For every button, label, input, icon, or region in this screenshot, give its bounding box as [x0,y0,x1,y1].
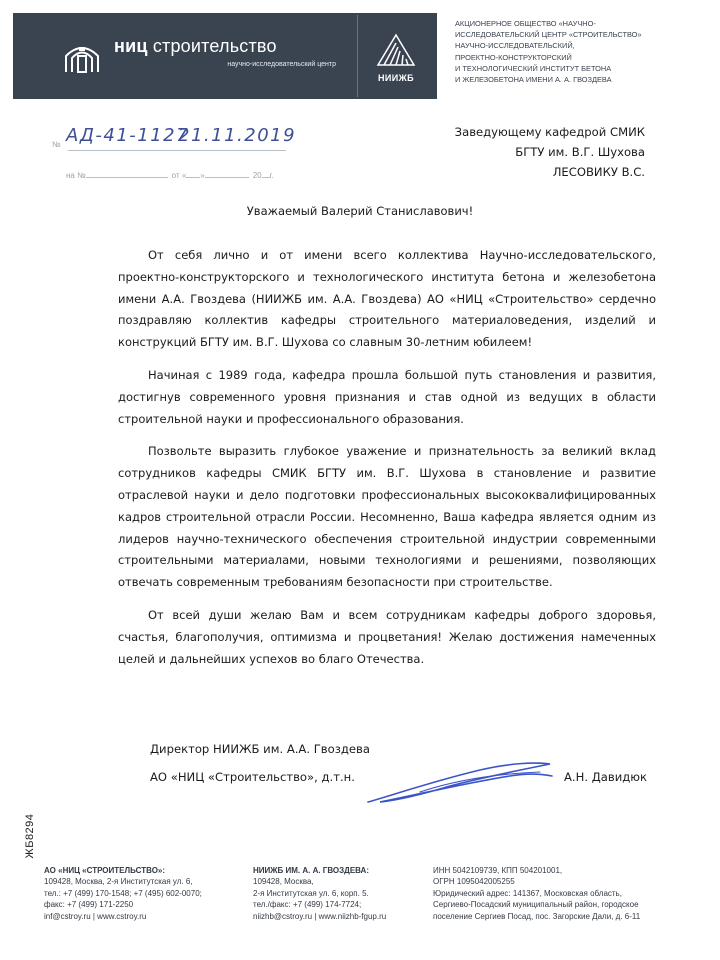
addressee-block [455,122,645,182]
salutation: Уважаемый Валерий Станиславович! [246,204,474,218]
footer-line: 2-я Институтская ул. 6, корп. 5. [253,888,369,898]
body-paragraph: Начиная с 1989 года, кафедра прошла большой путь становления и развития, достигнув современного уровня признания и став одной из ведущих в области строительной науки и профессионального образования. [118,367,656,426]
brand-word: строительство [152,36,277,56]
footer-title: АО «НИЦ «СТРОИТЕЛЬСТВО»: [44,866,166,875]
footer-line: Сергиево-Посадский муниципальный район, городское [433,900,639,910]
addressee-line: Заведующему кафедрой СМИК [454,125,645,139]
niizhb-logo-icon [376,33,416,67]
reg-number-prefix: № [52,140,61,149]
year-label: 20 [252,171,262,180]
body-paragraph: Позвольте выразить глубокое уважение и признательность за великий вклад сотрудников кафедры СМИК БГТУ им. В.Г. Шухова в становление и развитие отраслевой науки и дело подготовки профессиональных высококвалифицированных кадров строительной отрасли России. Несомненно, Ваша кафедра является одним из лидеров научно-технического обеспечения строительной индустрии современными строительными материалами, новыми технологиями и решениями, позволяющих отвечать современным требованиям безопасности при строительстве. [118,444,656,590]
footer-title: НИИЖБ ИМ. А. А. ГВОЗДЕВА: [253,866,369,875]
company-line: АКЦИОНЕРНОЕ ОБЩЕСТВО «НАУЧНО- [455,19,596,28]
letter-body [118,245,656,681]
signer-name: А.Н. Давидюк [564,770,648,784]
reg-number-line [68,150,286,151]
footer-line: поселение Сергиев Посад, пос. Загорские Дали, д. 6-11 [433,911,641,921]
body-paragraph: От всей души желаю Вам и всем сотрудникам кафедры доброго здоровья, счастья, благополучия, оптимизма и процветания! Желаю достижения намеченных целей и дальнейших успехов во благо Отечества. [118,607,656,666]
month-separator: » [200,171,205,180]
signer-organization: АО «НИЦ «Строительство», д.т.н. [150,770,355,784]
footer-company-contacts [44,865,214,922]
body-paragraph: От себя лично и от имени всего коллектива Научно-исследовательского, проектно-конструкторского и технологического института бетона и железобетона имени А.А. Гвоздева (НИИЖБ им. А.А. Гвоздева) АО «НИЦ «Строительство» сердечно поздравляю коллектив кафедры строительного материаловедения, изделий и конструкций БГТУ им. В.Г. Шухова со славным 30-летним юбилеем! [118,248,656,350]
footer-line: тел./факс: +7 (499) 174-7724; [253,900,362,910]
footer-line: Юридический адрес: 141367, Московская область, [433,888,622,898]
footer-line: ОГРН 1095042005255 [433,877,515,887]
document-code [22,808,38,868]
company-line: ИССЛЕДОВАТЕЛЬСКИЙ ЦЕНТР «СТРОИТЕЛЬСТВО» [455,30,642,40]
on-number-label: на № [66,171,86,180]
reg-ref-line [66,165,288,183]
from-label: от « [171,171,187,180]
nic-logo-icon [62,40,102,74]
footer-line: inf@cstroy.ru | www.cstroy.ru [44,911,147,921]
brand-name [114,36,277,57]
footer-legal-details [433,865,698,922]
handwritten-number: АД-41-1127 [66,125,190,146]
company-full-name [455,18,705,85]
footer-line: тел.: +7 (499) 170-1548; +7 (495) 602-0070; [44,888,202,898]
footer-line: niizhb@cstroy.ru | www.niizhb-fgup.ru [253,911,387,921]
handwritten-signature [360,752,560,812]
company-line: И ТЕХНОЛОГИЧЕСКИЙ ИНСТИТУТ БЕТОНА [455,63,612,73]
year-suffix: г. [269,171,274,180]
footer-line: 109428, Москва, 2-я Институтская ул. 6, [44,877,193,887]
company-line: ПРОЕКТНО-КОНСТРУКТОРСКИЙ [455,52,572,62]
footer-line: факс: +7 (499) 171-2250 [44,900,134,910]
brand-subtitle: научно-исследовательский центр [227,61,336,68]
brand-prefix: ниц [114,36,148,56]
niizhb-logo-text: НИИЖБ [377,73,415,83]
company-line: НАУЧНО-ИССЛЕДОВАТЕЛЬСКИЙ, [455,41,575,51]
addressee-line: БГТУ им. В.Г. Шухова [515,145,645,159]
footer-line: ИНН 5042109739, КПП 504201001, [433,866,563,875]
signer-position: Директор НИИЖБ им. А.А. Гвоздева [150,742,370,756]
footer-line: 109428, Москва, [253,877,314,887]
footer-institute-contacts [253,865,408,922]
company-line: И ЖЕЛЕЗОБЕТОНА ИМЕНИ А. А. ГВОЗДЕВА [455,75,612,85]
addressee-name: ЛЕСОВИКУ В.С. [552,165,645,179]
document-code-text: ЖБ8294 [24,813,36,859]
handwritten-date: 21.11.2019 [178,125,297,146]
